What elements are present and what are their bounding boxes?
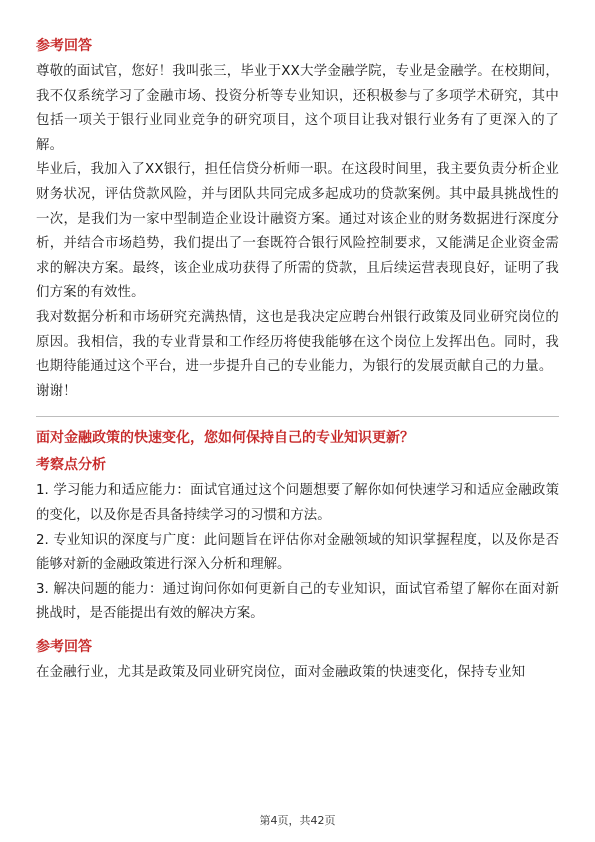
analysis-section xyxy=(36,455,559,627)
answer-heading-2: 参考回答 xyxy=(36,638,92,655)
analysis-item-knowledge: 2. 专业知识的深度与广度：此问题旨在评估你对金融领域的知识掌握程度，以及你是否能够对新的金融政策进行深入分析和理解。 xyxy=(36,532,559,573)
answer-paragraph-motivation: 我对数据分析和市场研究充满热情，这也是我决定应聘台州银行政策及同业研究岗位的原因。我相信，我的专业背景和工作经历将使我能够在这个岗位上发挥出色。同时，我也期待能通过这个平台，进一步提升自己的专业能力，为银行的发展贡献自己的力量。 xyxy=(36,309,559,375)
document-page xyxy=(36,36,559,685)
section-divider xyxy=(36,416,559,417)
answer-paragraph-thanks: 谢谢！ xyxy=(36,383,77,399)
analysis-item-problem-solving: 3. 解决问题的能力：通过询问你如何更新自己的专业知识，面试官希望了解你在面对新挑战时，是否能提出有效的解决方案。 xyxy=(36,581,559,622)
answer-paragraph-experience: 毕业后，我加入了XX银行，担任信贷分析师一职。在这段时间里，我主要负责分析企业财务状况，评估贷款风险，并与团队共同完成多起成功的贷款案例。其中最具挑战性的一次，是我们为一家中型制造企业设计融资方案。通过对该企业的财务数据进行深度分析，并结合市场趋势，我们提出了一套既符合银行风险控制要求，又能满足企业资金需求的解决方案。最终，该企业成功获得了所需的贷款，且后续运营表现良好，证明了我们方案的有效性。 xyxy=(36,162,559,301)
answer-heading: 参考回答 xyxy=(36,38,92,54)
spacer xyxy=(36,627,559,637)
interview-question: 面对金融政策的快速变化，您如何保持自己的专业知识更新？ xyxy=(36,430,414,447)
analysis-heading: 考察点分析 xyxy=(36,457,106,474)
page-number: 第4页，共42页 xyxy=(259,814,336,827)
answer-paragraph-intro: 尊敬的面试官，您好！我叫张三，毕业于XX大学金融学院，专业是金融学。在校期间，我不仅系统学习了金融市场、投资分析等专业知识，还积极参与了多项学术研究，其中包括一项关于银行业同业竞争的研究项目，这个项目让我对银行业务有了更深入的了解。 xyxy=(36,64,559,153)
answer-section xyxy=(36,36,559,404)
answer-section-2 xyxy=(36,637,559,686)
answer-paragraph-2: 在金融行业，尤其是政策及同业研究岗位，面对金融政策的快速变化，保持专业知 xyxy=(36,664,526,680)
analysis-item-learning: 1. 学习能力和适应能力：面试官通过这个问题想要了解你如何快速学习和适应金融政策的变化，以及你是否具备持续学习的习惯和方法。 xyxy=(36,483,559,523)
